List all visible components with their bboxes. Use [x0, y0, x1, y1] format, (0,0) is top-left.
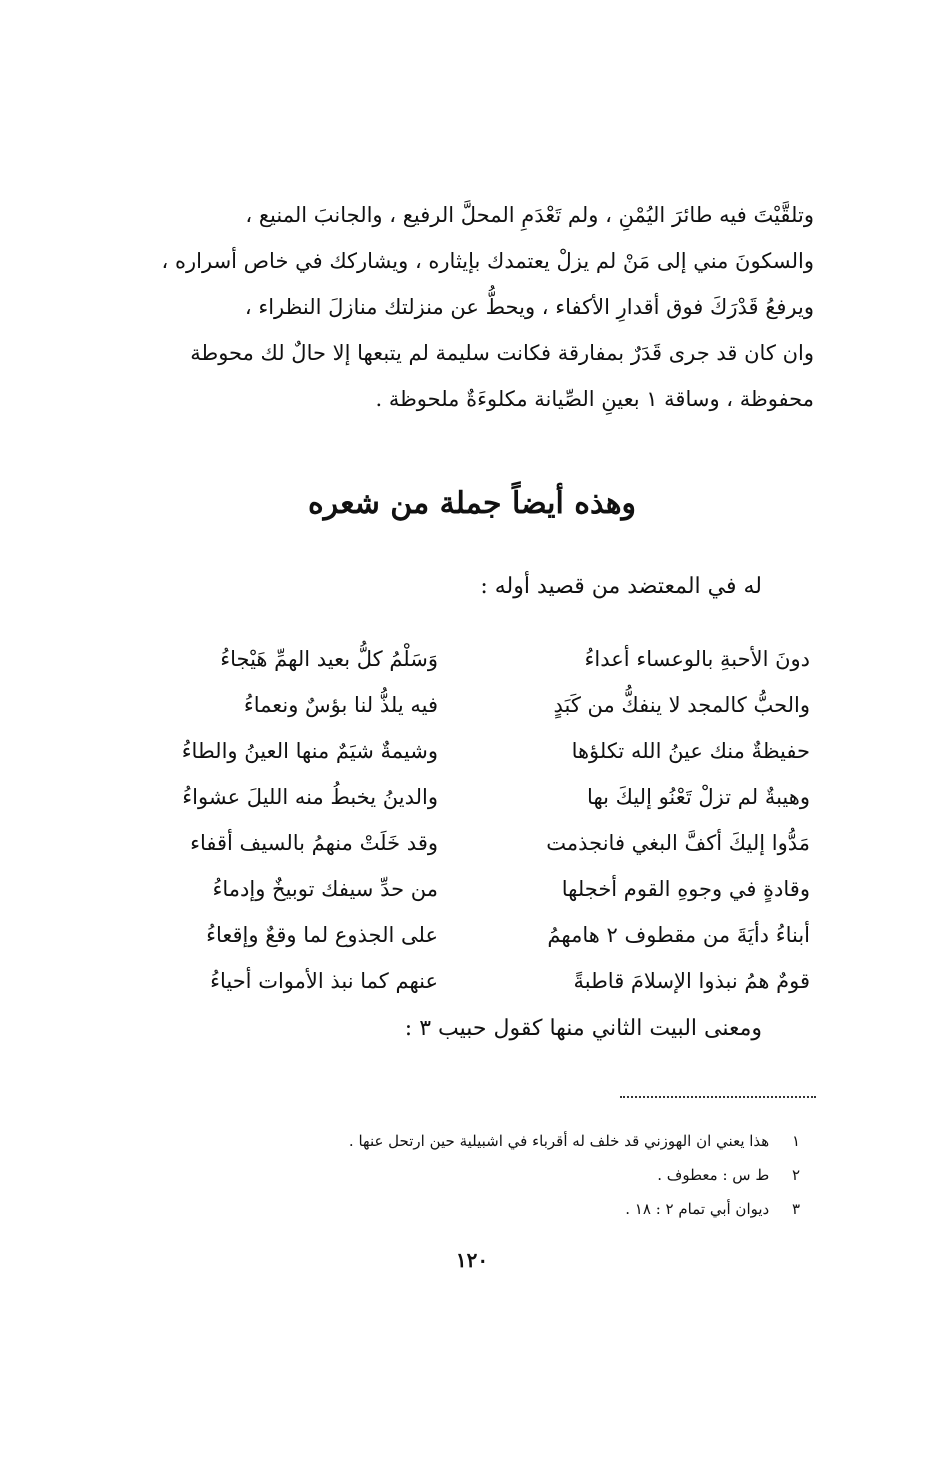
- prose-line: ويرفعُ قَدْرَكَ فوق أقدارِ الأكفاء ، ويحطُّ عن منزلتك منازلَ النظراء ،: [244, 295, 814, 319]
- verse-second-hemistich: والدينُ يخبطُ منه الليلَ عشواءُ: [182, 785, 438, 809]
- footnote-number: ٢: [791, 1166, 800, 1184]
- footnote-number: ٣: [791, 1200, 800, 1218]
- poem-intro: له في المعتضد من قصيد أوله :: [480, 574, 762, 599]
- section-heading: وهذه أيضاً جملة من شعره: [307, 486, 637, 521]
- poem-verse: [118, 636, 810, 682]
- verse-first-hemistich: وقادةٍ في وجوهِ القوم أخجلها: [561, 877, 810, 901]
- poem-verse: [118, 682, 810, 728]
- footnote: [280, 1158, 800, 1192]
- prose-line: وان كان قد جرى قَدَرٌ بمفارقة فكانت سليمة لم يتبعها إلا حالٌ لك محوطة: [190, 341, 814, 365]
- footnotes: [280, 1124, 800, 1226]
- footnote: [280, 1192, 800, 1226]
- verse-second-hemistich: من حدِّ سيفك توبيخٌ وإدماءُ: [212, 877, 438, 901]
- footnote-text: ط س : معطوف .: [657, 1166, 770, 1184]
- footnote-number: ١: [791, 1132, 800, 1150]
- prose-line: وتلقَّيْتَ فيه طائرَ اليُمْنِ ، ولم تَعْدَمِ المحلَّ الرفيع ، والجانبَ المنيع ،: [245, 203, 814, 227]
- poem-verse: [118, 820, 810, 866]
- footnote-divider: [620, 1096, 816, 1098]
- poem-verse: [118, 774, 810, 820]
- poem-verse: [118, 866, 810, 912]
- verse-first-hemistich: وهيبةٌ لم تزلْ تَعْنُو إليكَ بها: [587, 785, 810, 809]
- verse-second-hemistich: على الجذوع لما وقعٌ وإقعاءُ: [206, 923, 438, 947]
- page-number: ١٢٠: [455, 1248, 489, 1272]
- verse-first-hemistich: والحبُّ كالمجد لا ينفكُّ من كَبَدٍ: [553, 693, 810, 717]
- poem-verse: [118, 728, 810, 774]
- verse-second-hemistich: فيه يلذُّ لنا بؤسٌ ونعماءُ: [243, 693, 438, 717]
- prose-line: والسكونَ مني إلى مَنْ لم يزلْ يعتمدك بإيثاره ، ويشاركك في خاص أسراره ،: [161, 249, 814, 273]
- verse-first-hemistich: أبناءُ دأيَةَ من مقطوف ٢ هامهمُ: [547, 923, 810, 947]
- prose-paragraph: [118, 192, 814, 422]
- footnote-text: ديوان أبي تمام ٢ : ١٨ .: [625, 1200, 770, 1218]
- verse-second-hemistich: عنهم كما نبذ الأموات أحياءُ: [210, 969, 438, 993]
- verse-first-hemistich: قومٌ همُ نبذوا الإسلامَ قاطبةً: [573, 969, 810, 993]
- footnote: [280, 1124, 800, 1158]
- verse-second-hemistich: وَسَلْمُ كلُّ بعيد الهمِّ هَيْجاءُ: [220, 647, 438, 671]
- poem-verse: [118, 958, 810, 1004]
- commentary-line: ومعنى البيت الثاني منها كقول حبيب ٣ :: [404, 1016, 762, 1041]
- verse-first-hemistich: مَدُّوا إليكَ أكفَّ البغي فانجذمت: [546, 831, 810, 855]
- footnote-text: هذا يعني ان الهوزني قد خلف له أقرباء في اشبيلية حين ارتحل عنها .: [348, 1132, 770, 1150]
- poem-verse: [118, 912, 810, 958]
- verse-second-hemistich: وشيمةٌ شيَمٌ منها العينُ والطاءُ: [181, 739, 438, 763]
- verse-second-hemistich: وقد خَلَتْ منهمُ بالسيف أقفاء: [190, 831, 438, 855]
- poem: [118, 636, 810, 1004]
- verse-first-hemistich: دونَ الأحبةِ بالوعساء أعداءُ: [584, 647, 810, 671]
- verse-first-hemistich: حفيظةٌ منك عينُ الله تكلؤها: [571, 739, 810, 763]
- prose-line: محفوظة ، وساقة ١ بعينِ الصِّيانة مكلوءَةٌ ملحوظة .: [375, 387, 814, 411]
